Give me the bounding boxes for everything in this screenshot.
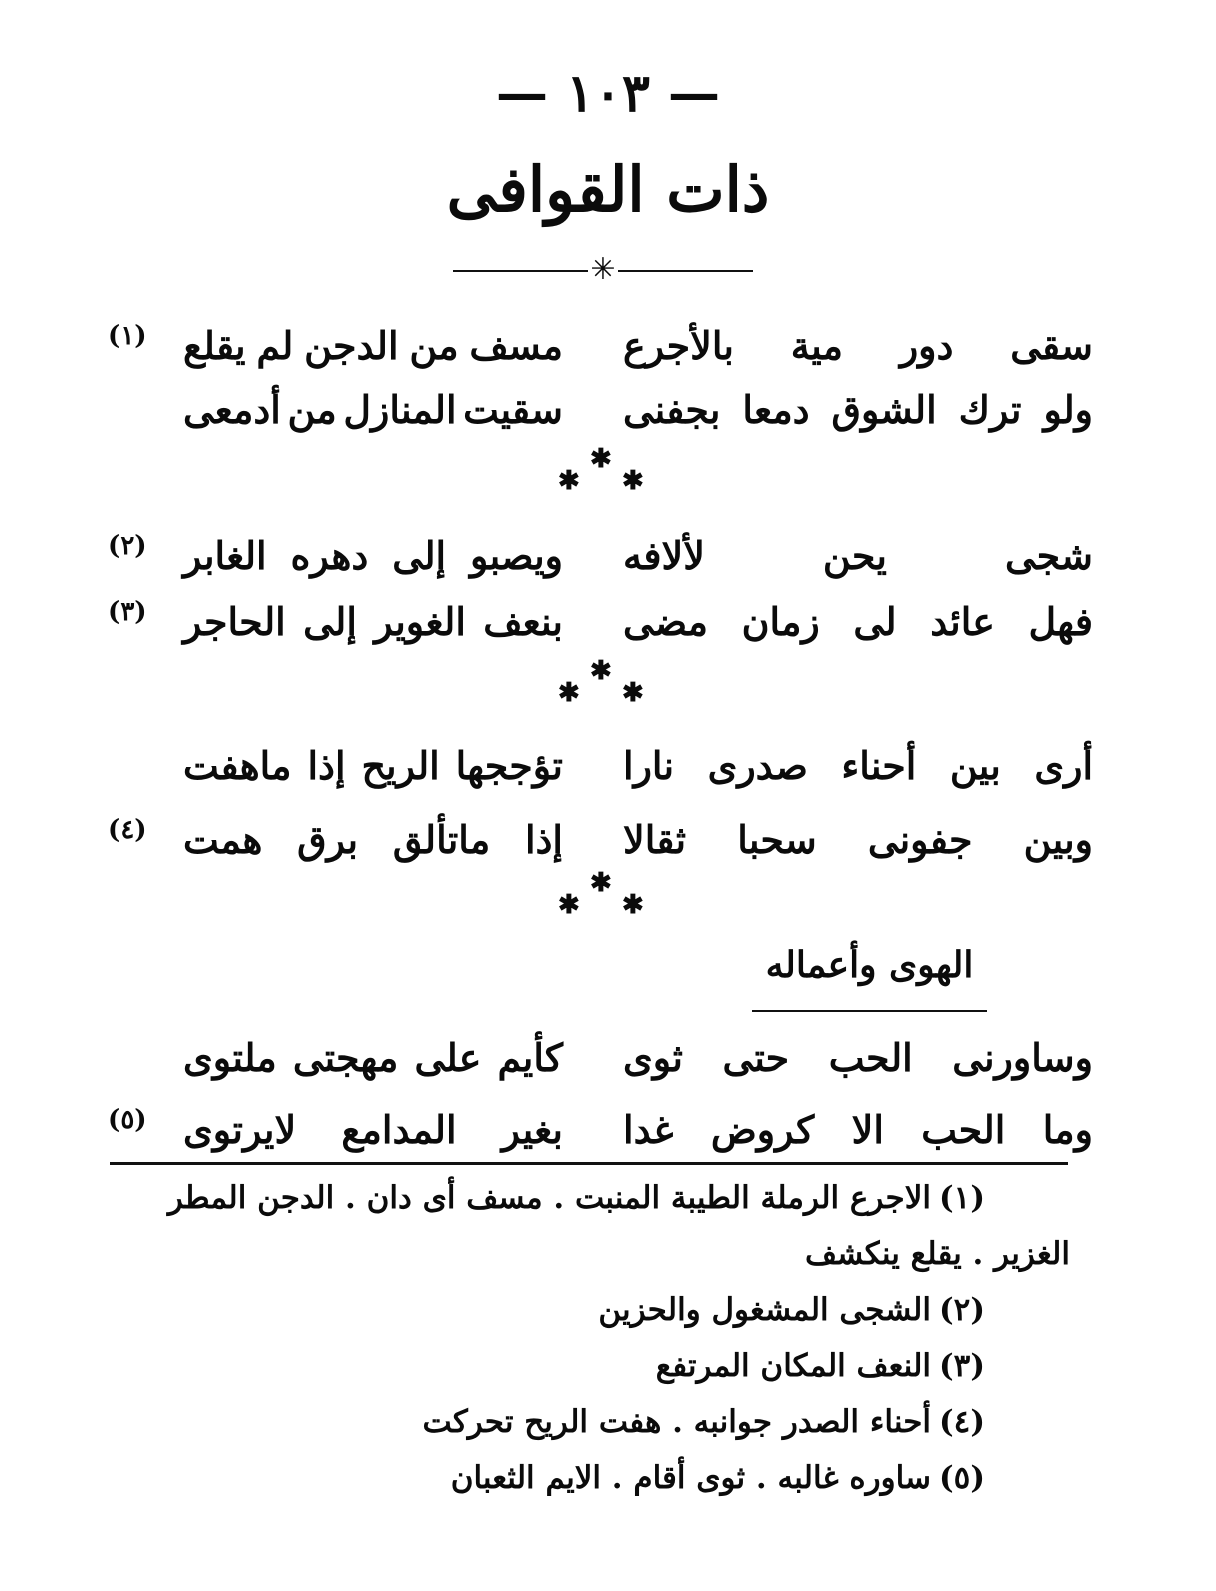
verse-word: الحب [921, 1107, 1006, 1152]
verse-row [108, 378, 1093, 442]
verse-first-hemistich [623, 734, 1093, 798]
verse-second-hemistich [183, 524, 563, 588]
asterisk-icon: ✱ [590, 868, 612, 898]
verse-word: بالأجرع [623, 323, 734, 368]
verse-word: الشوق [831, 387, 937, 432]
verse-word: مهجتى [292, 1035, 399, 1080]
verse-second-hemistich [183, 734, 563, 798]
asterism [548, 446, 658, 502]
verse-word: سحبا [737, 817, 817, 862]
verse-word: أحناء [841, 743, 917, 788]
verse-second-hemistich [183, 590, 563, 654]
section-heading-rule [752, 1010, 987, 1012]
verse-word: من [409, 323, 459, 368]
verse-word: برق [297, 817, 359, 862]
footnote [108, 1394, 1070, 1450]
verse-word: همت [183, 817, 263, 862]
verse-word: بجفنى [623, 387, 721, 432]
verse-word: وما [1042, 1107, 1093, 1152]
verse-word: وبين [1023, 817, 1093, 862]
footnote-reference: (٤) [108, 815, 147, 845]
footnote-reference: (٣) [108, 597, 147, 627]
verse-word: دور [899, 323, 954, 368]
footnote [108, 1282, 1070, 1338]
footnote-number: (١) [939, 1180, 985, 1216]
verse-first-hemistich [623, 314, 1093, 378]
verse-word: إلى [303, 599, 357, 644]
asterism [548, 658, 658, 714]
verse-word: كأيم [497, 1035, 563, 1080]
verse-second-hemistich [183, 1098, 563, 1162]
verse-word: ثقالا [623, 817, 687, 862]
asterisk-icon: ✱ [622, 890, 644, 920]
verse-word: عائد [930, 599, 995, 644]
footnote-text: ساوره غالبه . ثوى أقام . الايم الثعبان [450, 1460, 931, 1496]
verse-word: بين [949, 743, 1001, 788]
footnote-reference: (٢) [108, 531, 147, 561]
verse-word: بنعف [483, 599, 563, 644]
verse-row [108, 734, 1093, 798]
footnote-text: الشجى المشغول والحزين [598, 1292, 931, 1328]
verse-word: نارا [623, 743, 675, 788]
verse-word: سقيت [463, 387, 563, 432]
footnote-text: النعف المكان المرتفع [655, 1348, 931, 1384]
verse-word: المنازل [343, 387, 457, 432]
verse-word: من [287, 387, 337, 432]
footnote-text: الاجرع الرملة الطيبة المنبت . مسف أى دان . الدجن المطر الغزير . يقلع ينكشف [167, 1180, 1070, 1272]
asterism [548, 870, 658, 926]
verse-first-hemistich [623, 1098, 1093, 1162]
verse-word: ثوى [623, 1035, 683, 1080]
footnote-reference: (٥) [108, 1105, 147, 1135]
verse-word: الغوير [374, 599, 466, 644]
title-divider-star-icon: ✳ [588, 252, 618, 288]
verse-word: ويصبو [470, 533, 563, 578]
verse-word: وساورنى [952, 1035, 1093, 1080]
verse-word: الحاجر [183, 599, 286, 644]
footnote [108, 1338, 1070, 1394]
asterisk-icon: ✱ [558, 678, 580, 708]
verse-row [108, 1098, 1093, 1162]
verse-word: إلى [392, 533, 447, 578]
verse-second-hemistich [183, 378, 563, 442]
verse-word: أدمعى [183, 387, 281, 432]
footnote [108, 1170, 1070, 1282]
verse-row [108, 314, 1093, 378]
verse-word: مية [790, 323, 843, 368]
footnote-number: (٤) [939, 1404, 985, 1440]
verse-word: الا [851, 1107, 884, 1152]
verse-word: يقلع [183, 323, 246, 368]
verse-second-hemistich [183, 808, 563, 872]
verse-word: ماتألق [392, 817, 491, 862]
verse-word: ولو [1043, 387, 1093, 432]
verse-word: الحب [828, 1035, 913, 1080]
verse-word: إذا [307, 743, 346, 788]
verse-word: فهل [1028, 599, 1093, 644]
verse-row [108, 524, 1093, 588]
verse-word: المدامع [341, 1107, 457, 1152]
footnote-text: أحناء الصدر جوانبه . هفت الريح تحركت [422, 1404, 931, 1440]
asterisk-icon: ✱ [622, 678, 644, 708]
verse-row [108, 590, 1093, 654]
verse-word: حتى [722, 1035, 790, 1080]
footnote [108, 1450, 1070, 1506]
verse-word: لم [256, 323, 294, 368]
asterisk-icon: ✱ [590, 444, 612, 474]
footnote-reference: (١) [108, 321, 147, 351]
footnote-number: (٥) [939, 1460, 985, 1496]
footnotes [108, 1170, 1070, 1506]
verse-word: ترك [958, 387, 1022, 432]
verse-row [108, 1026, 1093, 1090]
asterisk-icon: ✱ [622, 466, 644, 496]
footnote-number: (٣) [939, 1348, 985, 1384]
verse-first-hemistich [623, 808, 1093, 872]
verse-word: أرى [1034, 743, 1093, 788]
verse-word: لى [853, 599, 897, 644]
verse-word: كروض [710, 1107, 815, 1152]
verse-word: جفونى [867, 817, 973, 862]
verse-word: ماهفت [183, 743, 292, 788]
verse-second-hemistich [183, 1026, 563, 1090]
verse-second-hemistich [183, 314, 563, 378]
verse-word: مسف [469, 323, 563, 368]
verse-word: لايرتوى [183, 1107, 297, 1152]
verse-word: صدرى [707, 743, 808, 788]
verse-word: ملتوى [183, 1035, 277, 1080]
verse-word: دمعا [742, 387, 810, 432]
verse-first-hemistich [623, 1026, 1093, 1090]
asterisk-icon: ✱ [558, 890, 580, 920]
asterisk-icon: ✱ [590, 656, 612, 686]
verse-word: سقى [1010, 323, 1093, 368]
verse-word: تؤججها [455, 743, 563, 788]
verse-word: الدجن [304, 323, 399, 368]
footnote-number: (٢) [939, 1292, 985, 1328]
verse-row [108, 808, 1093, 872]
verse-word: إذا [524, 817, 563, 862]
section-heading: الهوى وأعماله [765, 944, 974, 986]
verse-word: زمان [741, 599, 820, 644]
verse-word: الغابر [183, 533, 267, 578]
verse-word: على [414, 1035, 482, 1080]
verse-word: شجى [1004, 533, 1093, 578]
footnotes-divider [110, 1162, 1068, 1165]
verse-word: الريح [361, 743, 440, 788]
verse-word: بغير [501, 1107, 563, 1152]
verse-word: يحن [822, 533, 887, 578]
asterisk-icon: ✱ [558, 466, 580, 496]
page-title: ذات القوافى [446, 153, 770, 226]
verse-first-hemistich [623, 378, 1093, 442]
verse-word: مضى [623, 599, 709, 644]
verse-word: غدا [623, 1107, 674, 1152]
verse-first-hemistich [623, 590, 1093, 654]
verse-word: دهره [290, 533, 369, 578]
page-number: — ١٠٣ — [495, 63, 720, 124]
verse-first-hemistich [623, 524, 1093, 588]
verse-word: لألافه [623, 533, 705, 578]
